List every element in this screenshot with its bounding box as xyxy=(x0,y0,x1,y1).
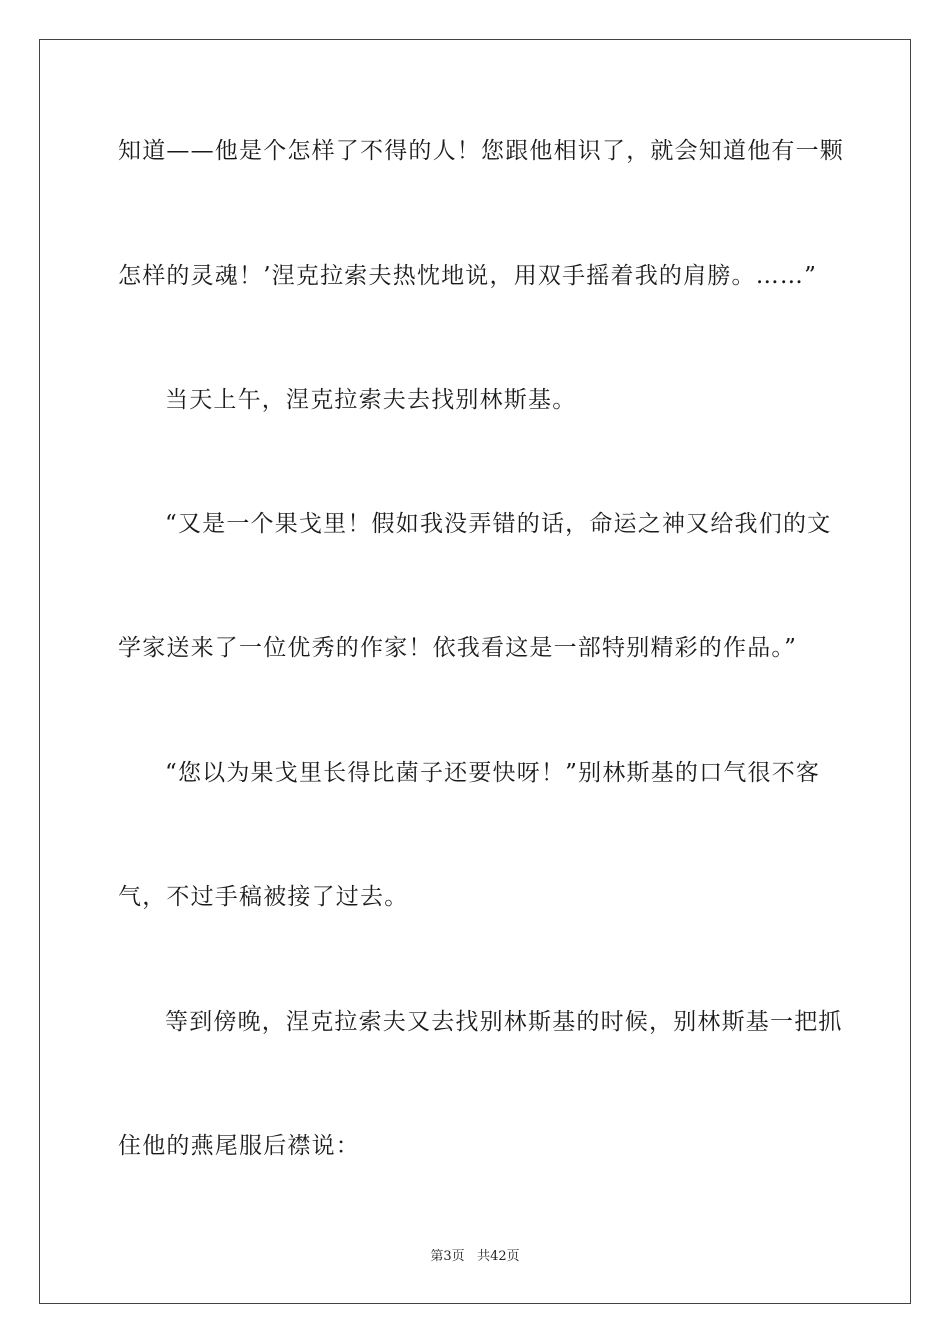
page-footer xyxy=(0,1249,950,1265)
text-line-4: “又是一个果戈里！假如我没弄错的话，命运之神又给我们的文 xyxy=(165,511,832,537)
page-total: 共42页 xyxy=(477,1249,520,1264)
text-line-6: “您以为果戈里长得比菌子还要快呀！”别林斯基的口气很不客 xyxy=(165,760,821,786)
page-number: 第3页 xyxy=(430,1249,465,1264)
text-line-3: 当天上午，涅克拉索夫去找别林斯基。 xyxy=(165,387,577,413)
text-line-1: 知道——他是个怎样了不得的人！您跟他相识了，就会知道他有一颗 xyxy=(118,138,844,164)
text-line-7: 气，不过手稿被接了过去。 xyxy=(118,884,409,910)
text-line-8: 等到傍晚，涅克拉索夫又去找别林斯基的时候，别林斯基一把抓 xyxy=(165,1009,843,1035)
page-border xyxy=(39,39,911,1304)
text-line-5: 学家送来了一位优秀的作家！依我看这是一部特别精彩的作品。” xyxy=(118,635,798,661)
text-line-9: 住他的燕尾服后襟说： xyxy=(118,1133,360,1159)
text-line-2: 怎样的灵魂！’涅克拉索夫热忱地说，用双手摇着我的肩膀。……” xyxy=(118,263,818,289)
